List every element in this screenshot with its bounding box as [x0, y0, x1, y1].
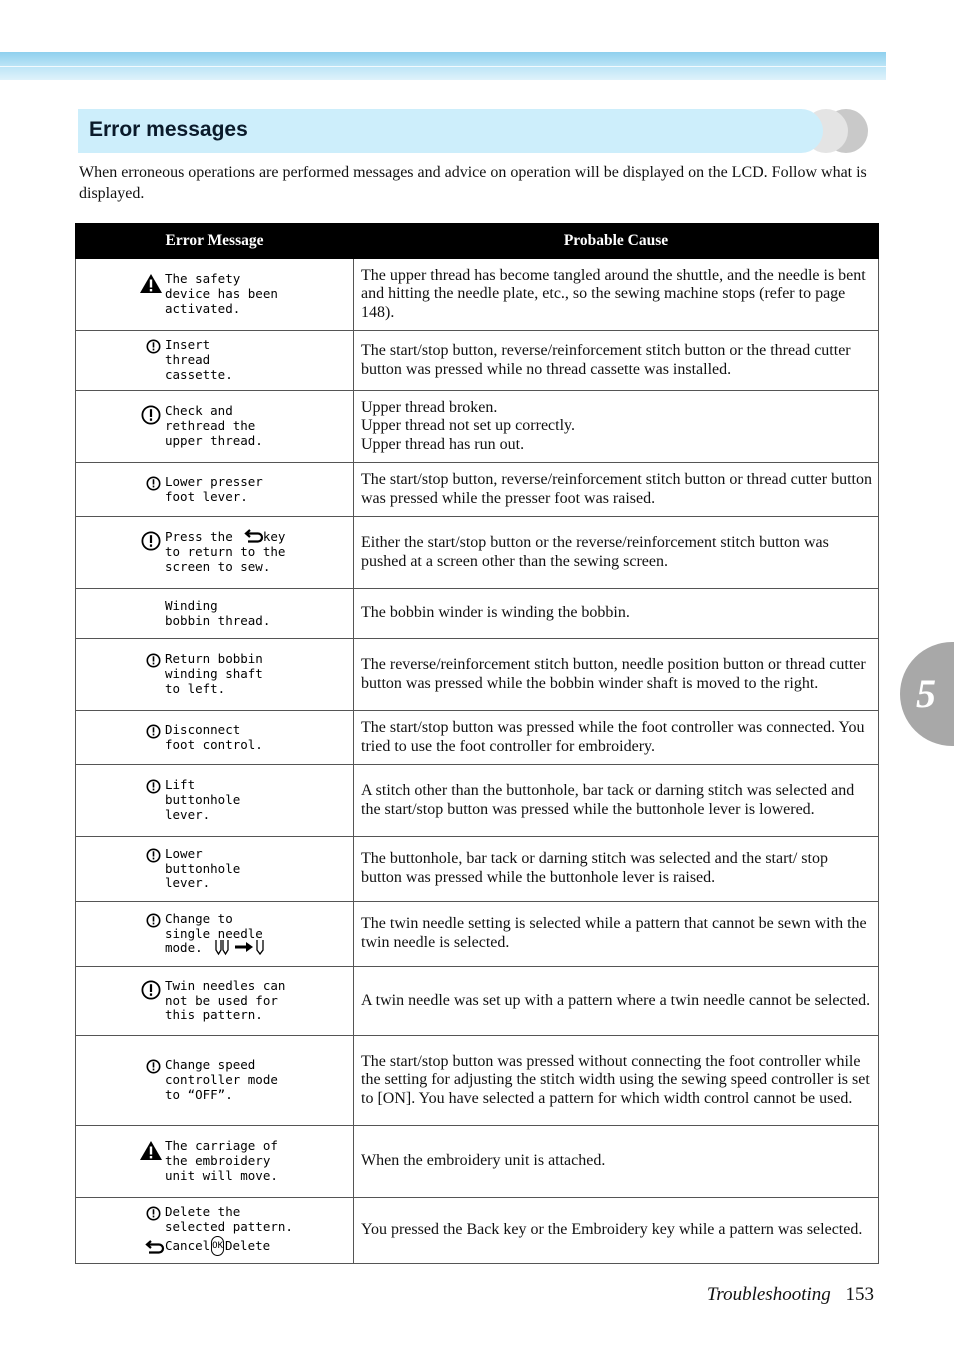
error-message-cell: [76, 837, 354, 902]
probable-cause-cell: [354, 837, 879, 902]
table-row: [76, 517, 879, 589]
probable-cause-cell: [354, 331, 879, 391]
probable-cause-cell: [354, 639, 879, 711]
error-message-text: Lift buttonhole lever.: [165, 777, 241, 822]
error-message-text: The safety device has been activated.: [165, 271, 278, 316]
info-circle-icon: [139, 779, 161, 797]
probable-cause-text: When the embroidery unit is attached.: [361, 1152, 606, 1170]
table-row: [76, 1126, 879, 1198]
probable-cause-text: Upper thread broken.: [361, 398, 498, 416]
error-message-cell: [76, 463, 354, 517]
probable-cause-text: Upper thread not set up correctly.: [361, 417, 575, 435]
probable-cause-cell: [354, 391, 879, 463]
probable-cause-cell: [354, 1036, 879, 1126]
probable-cause-text: Upper thread has run out.: [361, 435, 525, 453]
probable-cause-text: The start/stop button was pressed while the foot controller was connected. You tried to use the foot controller for embroidery.: [361, 718, 865, 755]
warning-triangle-icon: [139, 1140, 161, 1161]
probable-cause-text: The buttonhole, bar tack or darning stitch was selected and the start/ stop button was pressed while the buttonhole lever is raised.: [361, 850, 828, 886]
table-row: [76, 331, 879, 391]
page-number: 153: [845, 1284, 874, 1305]
error-message-text: Winding bobbin thread.: [165, 597, 271, 628]
intro-paragraph: When erroneous operations are performed messages and advice on operation will be displayed on the LCD. Follow what is displayed.: [79, 164, 867, 202]
probable-cause-text: The reverse/reinforcement stitch button, needle position button or thread cutter button was pressed while the bobbin winder shaft is moved to the right.: [361, 655, 866, 692]
probable-cause-cell: [354, 765, 879, 837]
info-circle-icon: [139, 1206, 161, 1224]
error-message-text: Change speed controller mode to “OFF”.: [165, 1057, 278, 1102]
chapter-tab: [900, 642, 954, 746]
table-row: [76, 259, 879, 331]
error-message-text: Twin needles can not be used for this pattern.: [165, 977, 286, 1023]
probable-cause-text: The start/stop button, reverse/reinforcement stitch button or thread cutter button was pressed while the presser foot was raised.: [361, 470, 872, 507]
page-footer: [707, 1284, 874, 1306]
section-title: Error messages: [89, 118, 248, 141]
alert-circle-icon: [139, 980, 161, 1000]
probable-cause-cell: [354, 589, 879, 639]
table-row: [76, 639, 879, 711]
error-message-cell: [76, 331, 354, 391]
ok-key-icon: OK: [211, 1236, 224, 1256]
info-circle-icon: [139, 724, 161, 742]
table-row: [76, 589, 879, 639]
chapter-number: 5: [916, 671, 936, 716]
probable-cause-text: The twin needle setting is selected while a pattern that cannot be sewn with the twin needle is selected.: [361, 915, 867, 951]
error-message-text: Press the key to return to the screen to sew.: [165, 529, 286, 574]
error-message-cell: [76, 1198, 354, 1264]
table-row: [76, 902, 879, 967]
error-message-text: Lower buttonhole lever.: [165, 845, 241, 891]
error-message-cell: [76, 517, 354, 589]
error-messages-table: [75, 223, 879, 1264]
table-row: [76, 837, 879, 902]
back-key-icon: [244, 528, 264, 546]
probable-cause-text: A twin needle was set up with a pattern where a twin needle cannot be selected.: [361, 991, 871, 1009]
probable-cause-cell: [354, 1198, 879, 1264]
table-row: [76, 391, 879, 463]
cancel-label: Cancel: [165, 1237, 211, 1253]
table-row: [76, 967, 879, 1036]
warning-triangle-icon: [139, 273, 161, 294]
top-band-line: [0, 66, 886, 67]
alert-circle-icon: [139, 531, 161, 551]
delete-label: Delete: [225, 1237, 271, 1253]
info-circle-icon: [139, 476, 161, 494]
error-message-cell: [76, 639, 354, 711]
probable-cause-cell: [354, 1126, 879, 1198]
probable-cause-text: Either the start/stop button or the reverse/reinforcement stitch button was pushed at a screen other than the sewing screen.: [361, 533, 829, 570]
error-message-text: Check and rethread the upper thread.: [165, 403, 263, 448]
error-message-cell: [76, 1036, 354, 1126]
error-message-cell: [76, 902, 354, 967]
error-message-text: Change to single needle mode.: [165, 910, 263, 956]
back-key-icon: [145, 1239, 165, 1254]
probable-cause-text: The start/stop button, reverse/reinforcement stitch button or the thread cutter button was pressed while no thread cassette was installed.: [361, 341, 851, 378]
probable-cause-text: You pressed the Back key or the Embroidery key while a pattern was selected.: [361, 1221, 863, 1239]
error-message-text: Lower presser foot lever.: [165, 473, 263, 504]
error-message-text: The carriage of the embroidery unit will move.: [165, 1138, 278, 1183]
alert-circle-icon: [139, 405, 161, 425]
probable-cause-cell: [354, 967, 879, 1036]
info-circle-icon: [139, 653, 161, 671]
probable-cause-cell: [354, 463, 879, 517]
error-message-cell: [76, 711, 354, 765]
table-row: [76, 765, 879, 837]
probable-cause-text: A stitch other than the buttonhole, bar tack or darning stitch was selected and the start/stop button was pressed while the buttonhole lever is lowered.: [361, 781, 855, 818]
table-header-row: [76, 224, 879, 259]
probable-cause-text: The upper thread has become tangled around the shuttle, and the needle is bent and hitting the needle plate, etc., so the sewing machine stops (refer to page 148).: [361, 266, 866, 321]
error-message-cell: [76, 967, 354, 1036]
footer-section-title: Troubleshooting: [706, 1284, 831, 1305]
table-row: [76, 463, 879, 517]
error-message-cell: [76, 765, 354, 837]
header-error-message: Error Message: [76, 224, 354, 259]
delete-confirm-buttons: [145, 1236, 270, 1256]
error-message-cell: [76, 391, 354, 463]
probable-cause-cell: [354, 259, 879, 331]
table-row: [76, 1198, 879, 1264]
probable-cause-text: The start/stop button was pressed without connecting the foot controller while the setting for adjusting the stitch width using the sewing speed controller is set to [ON]. You have selected a pattern for which width control cannot be used.: [361, 1052, 870, 1107]
error-message-text: Disconnect foot control.: [165, 721, 263, 752]
info-circle-icon: [139, 1059, 161, 1077]
probable-cause-cell: [354, 902, 879, 967]
probable-cause-cell: [354, 517, 879, 589]
twin-to-single-needle-icon: [214, 938, 270, 956]
table-row: [76, 711, 879, 765]
header-probable-cause: Probable Cause: [354, 224, 879, 259]
error-message-text: Insert thread cassette.: [165, 337, 233, 382]
probable-cause-cell: [354, 711, 879, 765]
error-message-cell: [76, 589, 354, 639]
info-circle-icon: [139, 913, 161, 931]
probable-cause-text: The bobbin winder is winding the bobbin.: [361, 604, 630, 622]
info-circle-icon: [139, 339, 161, 357]
section-header: [78, 109, 868, 153]
table-row: [76, 1036, 879, 1126]
error-message-cell: [76, 259, 354, 331]
error-message-text: Delete the selected pattern.: [165, 1203, 293, 1234]
error-message-text: Return bobbin winding shaft to left.: [165, 651, 263, 696]
info-circle-icon: [139, 848, 161, 866]
error-message-cell: [76, 1126, 354, 1198]
